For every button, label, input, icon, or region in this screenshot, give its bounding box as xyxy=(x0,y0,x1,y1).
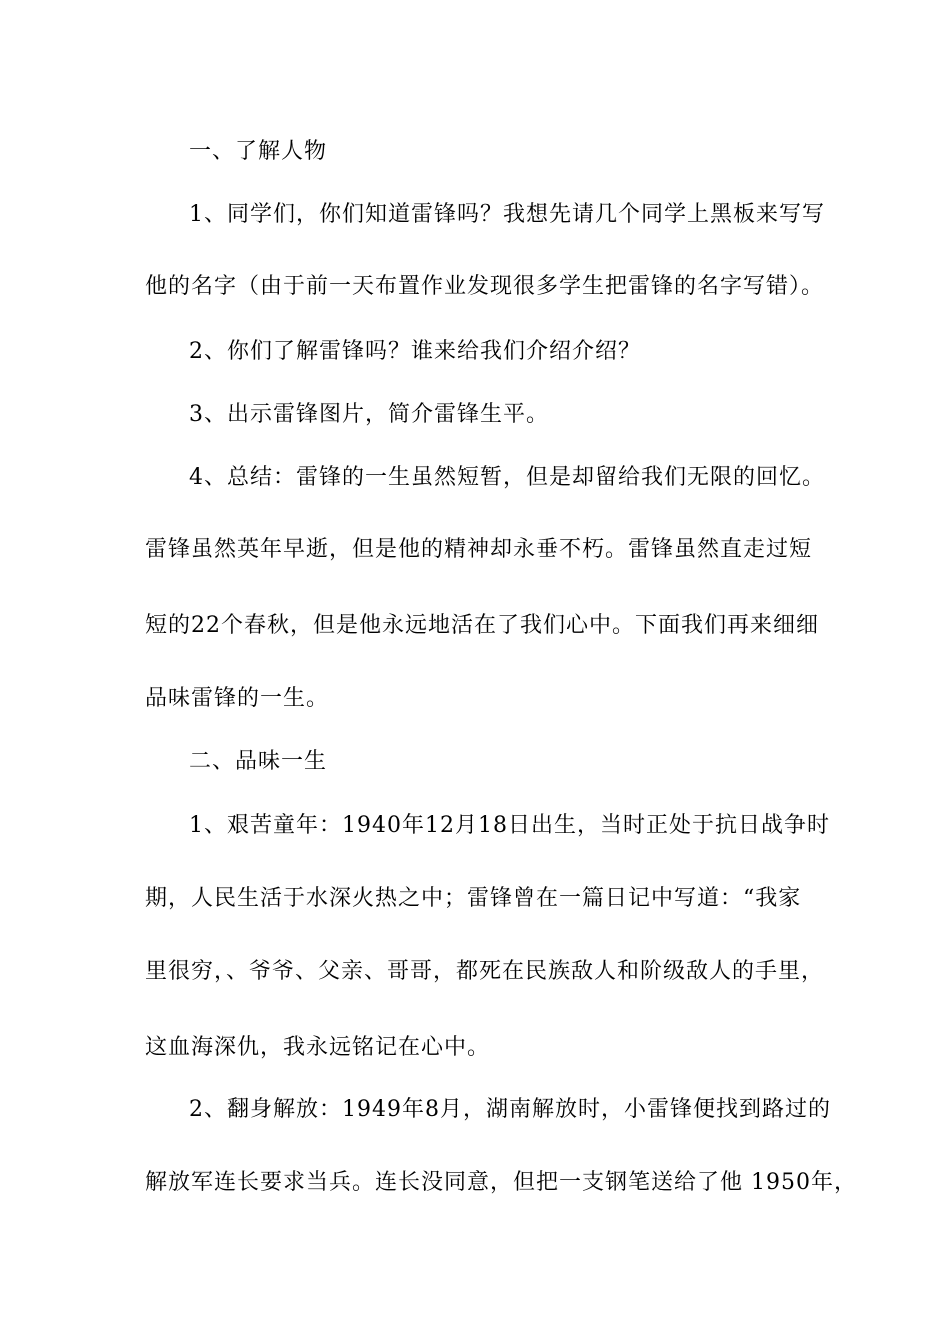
paragraph-line: 品味雷锋的一生。 xyxy=(145,686,330,711)
paragraph-line: 里很穷，、爷爷、父亲、哥哥，都死在民族敌人和阶级敌人的手里， xyxy=(145,959,825,984)
paragraph-line: 3、出示雷锋图片，简介雷锋生平。 xyxy=(189,402,549,427)
paragraph-line: 短的22个春秋，但是他永远地活在了我们心中。下面我们再来细细 xyxy=(145,613,819,638)
paragraph-line: 解放军连长要求当兵。连长没同意，但把一支钢笔送给了他 1950年， xyxy=(145,1170,857,1195)
paragraph-line: 期，人民生活于水深火热之中；雷锋曾在一篇日记中写道：“我家 xyxy=(145,886,802,911)
section-heading-2: 二、品味一生 xyxy=(189,749,328,774)
paragraph-line: 2、你们了解雷锋吗？谁来给我们介绍介绍？ xyxy=(189,339,641,364)
paragraph-line: 2、翻身解放：1949年8月，湖南解放时，小雷锋便找到路过的 xyxy=(189,1097,831,1122)
paragraph-line: 雷锋虽然英年早逝，但是他的精神却永垂不朽。雷锋虽然直走过短 xyxy=(145,537,813,562)
paragraph-line: 1、同学们，你们知道雷锋吗？我想先请几个同学上黑板来写写 xyxy=(189,202,825,227)
paragraph-line: 他的名字（由于前一天布置作业发现很多学生把雷锋的名字写错）。 xyxy=(145,274,825,299)
paragraph-line: 1、艰苦童年：1940年12月18日出生，当时正处于抗日战争时 xyxy=(189,813,830,838)
section-heading-1: 一、了解人物 xyxy=(189,139,328,164)
paragraph-line: 这血海深仇，我永远铭记在心中。 xyxy=(145,1035,491,1060)
paragraph-line: 4、总结：雷锋的一生虽然短暂，但是却留给我们无限的回忆。 xyxy=(189,465,825,490)
